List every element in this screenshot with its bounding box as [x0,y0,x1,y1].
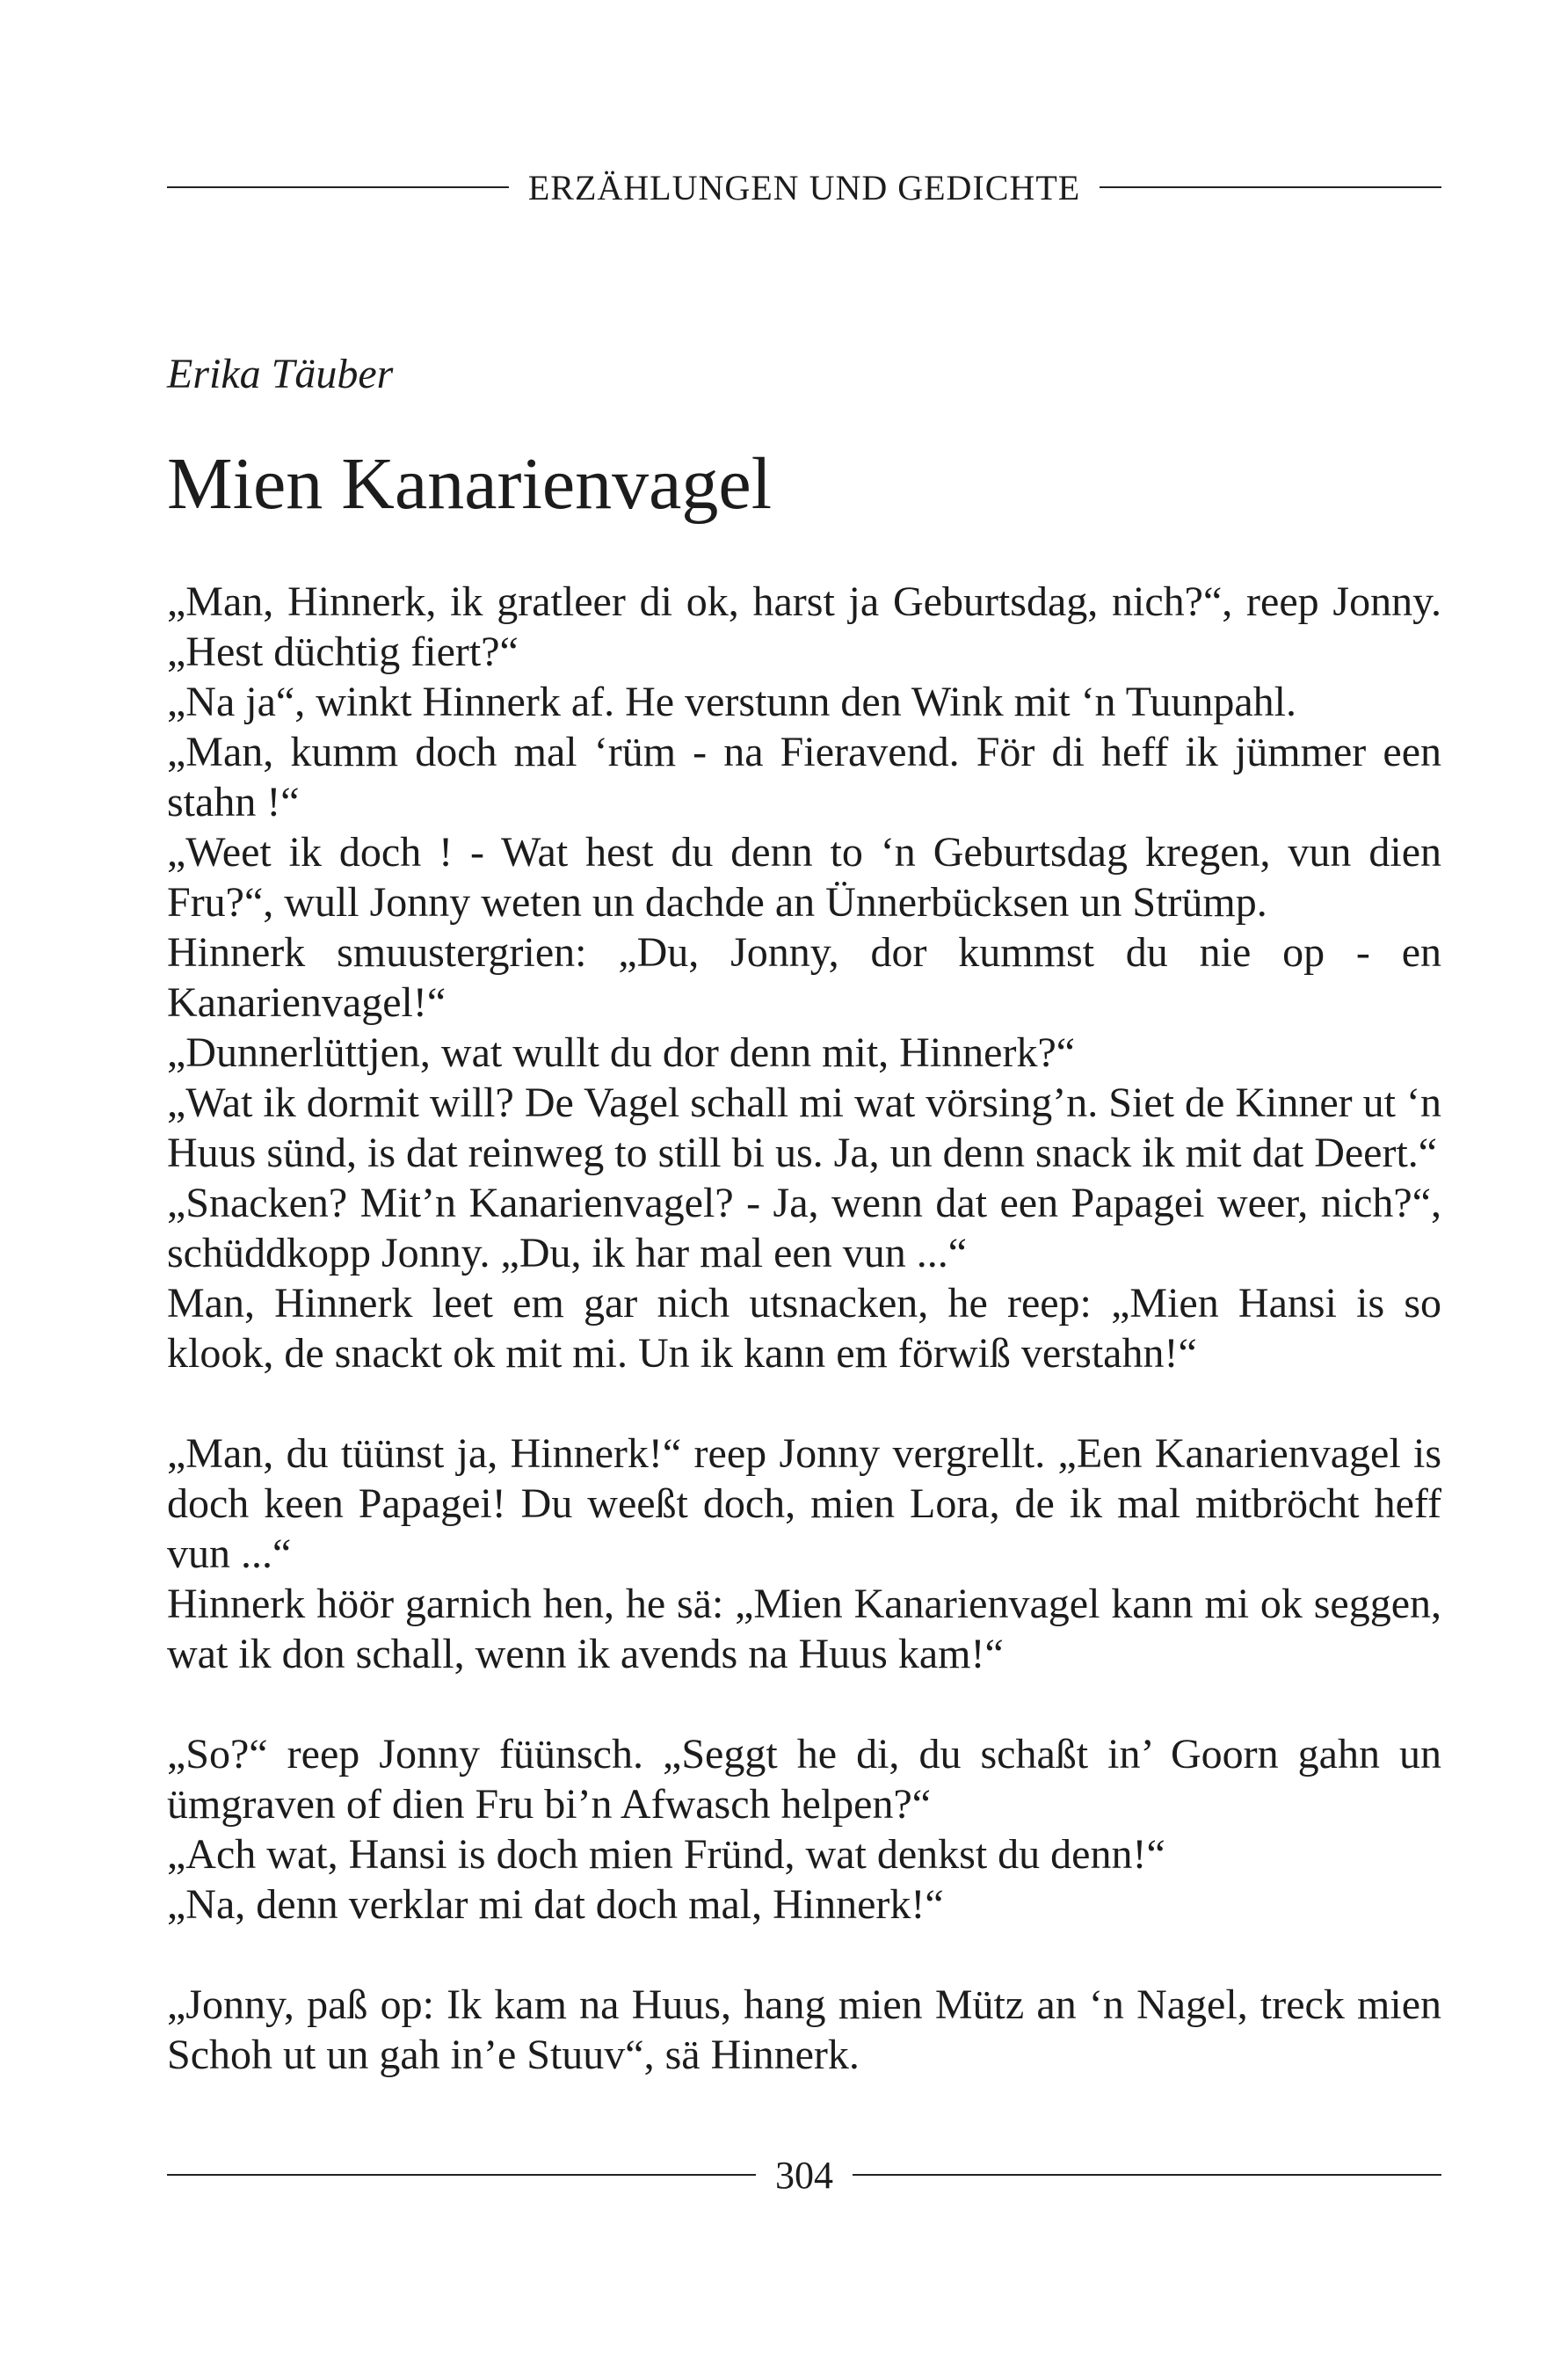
story-paragraph: „Ach wat, Hansi is doch mien Fründ, wat denkst du denn!“ [167,1831,1165,1878]
story-paragraph: „Na ja“, winkt Hinnerk af. He verstunn den Wink mit ‘n Tuunpahl. [167,679,1296,725]
footer-rule-left [167,2174,756,2176]
footer-rule-right [853,2174,1441,2176]
story-paragraph: „Jonny, paß op: Ik kam na Huus, hang mien Mütz an ‘n Nagel, treck mien Schoh ut un gah in’e Stuuv“, sä Hinnerk. [167,1981,1441,2078]
story-paragraph: „Man, kumm doch mal ‘rüm - na Fieravend. För di heff ik jümmer een stahn !“ [167,729,1441,825]
story-paragraph: „Dunnerlüttjen, wat wullt du dor denn mit, Hinnerk?“ [167,1029,1076,1076]
story-paragraph: „Man, Hinnerk, ik gratleer di ok, harst ja Geburtsdag, nich?“, reep Jonny. „Hest düchtig fiert?“ [167,578,1441,675]
story-paragraph: Man, Hinnerk leet em gar nich utsnacken, he reep: „Mien Hansi is so klook, de snackt ok mit mi. Un ik kann em förwiß verstahn!“ [167,1280,1441,1377]
author-name: Erika Täuber [167,351,394,397]
page-footer [167,2148,1441,2201]
story-paragraph: „Na, denn verklar mi dat doch mal, Hinnerk!“ [167,1881,944,1928]
story-title: Mien Kanarienvagel [167,443,773,525]
page-number: 304 [775,2153,833,2197]
story-paragraph: Hinnerk smuustergrien: „Du, Jonny, dor kummst du nie op - en Kanarienvagel!“ [167,929,1441,1026]
story-body [167,577,1441,2080]
story-paragraph: „Snacken? Mit’n Kanarienvagel? - Ja, wenn dat een Papagei weer, nich?“, schüddkopp Jonny. „Du, ik har mal een vun ...“ [167,1180,1441,1276]
story-paragraph: Hinnerk höör garnich hen, he sä: „Mien Kanarienvagel kann mi ok seggen, wat ik don schall, wenn ik avends na Huus kam!“ [167,1581,1441,1677]
story-paragraph: „Man, du tüünst ja, Hinnerk!“ reep Jonny vergrellt. „Een Kanarienvagel is doch keen Papagei! Du weeßt doch, mien Lora, de ik mal mitbröcht heff vun ...“ [167,1430,1441,1577]
story-paragraph: „So?“ reep Jonny füünsch. „Seggt he di, du schaßt in’ Goorn gahn un ümgraven of dien Fru bi’n Afwasch helpen?“ [167,1731,1441,1828]
story-paragraph: „Weet ik doch ! - Wat hest du denn to ‘n Geburtsdag kregen, vun dien Fru?“, wull Jonny weten un dachde an Ünnerbücksen un Strümp. [167,829,1441,926]
story-paragraph: „Wat ik dormit will? De Vagel schall mi wat vörsing’n. Siet de Kinner ut ‘n Huus sünd, is dat reinweg to still bi us. Ja, un denn snack ik mit dat Deert.“ [167,1080,1441,1176]
running-head-label: ERZÄHLUNGEN UND GEDICHTE [527,167,1081,207]
running-head [167,165,1441,209]
running-head-rule-left [167,186,509,188]
running-head-rule-right [1100,186,1441,188]
